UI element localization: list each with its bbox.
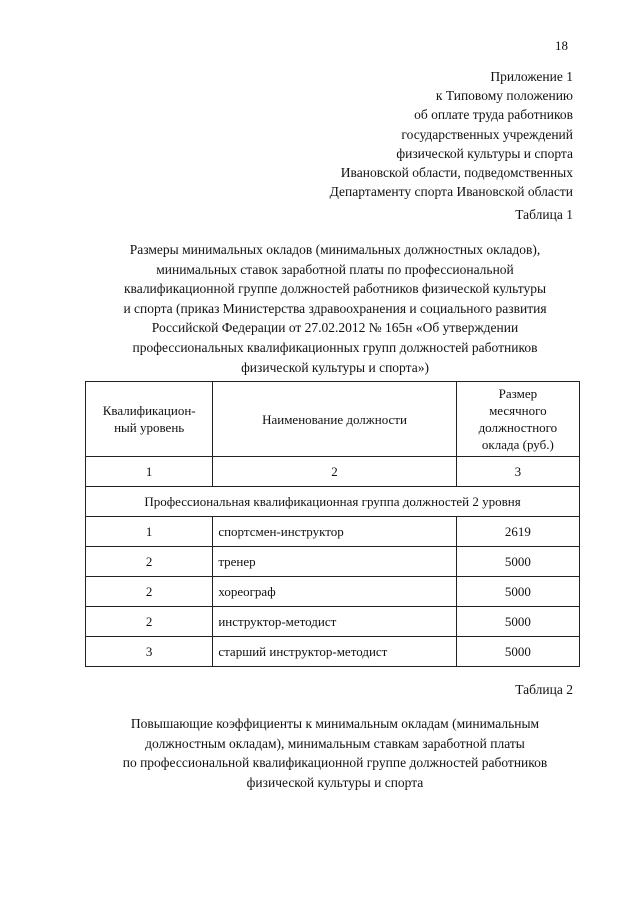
page-number: 18 — [555, 38, 568, 53]
title-line: квалификационной группе должностей работников физической культуры — [123, 281, 547, 297]
title-line: и спорта (приказ Министерства здравоохранения и социального развития — [123, 300, 547, 316]
table-row — [86, 517, 580, 547]
appendix-line: об оплате труда работников — [414, 107, 573, 123]
appendix-line: к Типовому положению — [435, 88, 573, 104]
table-row — [86, 637, 580, 667]
appendix-line: Ивановской области, подведомственных — [340, 165, 573, 181]
title-line: профессиональных квалификационных групп должностей работников — [132, 339, 538, 355]
level-cell: 3 — [86, 637, 213, 667]
header-line: должностного — [478, 420, 558, 435]
salary-cell: 5000 — [456, 577, 579, 607]
appendix-line: Приложение 1 — [490, 69, 573, 84]
header-line: оклада (руб.) — [481, 437, 554, 452]
level-cell: 2 — [86, 547, 213, 577]
position-cell: хореограф — [213, 577, 456, 607]
table-header-row — [86, 382, 580, 457]
salary-cell: 2619 — [456, 517, 579, 547]
title-line: по профессиональной квалификационной группе должностей работников — [122, 755, 548, 771]
header-line: месячного — [489, 403, 547, 418]
table1-label: Таблица 1 — [515, 207, 573, 222]
title-line: физической культуры и спорта — [246, 774, 424, 790]
column-number: 1 — [86, 457, 213, 487]
level-cell: 1 — [86, 517, 213, 547]
position-cell: тренер — [213, 547, 456, 577]
table1-title — [85, 240, 585, 377]
table-row — [86, 547, 580, 577]
appendix-line: физической культуры и спорта — [396, 145, 573, 161]
title-line: должностным окладам), минимальным ставкам заработной платы — [145, 735, 525, 751]
header-salary — [456, 382, 579, 457]
level-cell: 2 — [86, 577, 213, 607]
header-qualification-level — [86, 382, 213, 457]
header-position-name: Наименование должности — [213, 382, 456, 457]
level-cell: 2 — [86, 607, 213, 637]
column-numbers-row — [86, 457, 580, 487]
column-number: 3 — [456, 457, 579, 487]
group-title: Профессиональная квалификационная группа должностей 2 уровня — [86, 487, 580, 517]
position-cell: старший инструктор-методист — [213, 637, 456, 667]
table-row — [86, 607, 580, 637]
header-line: Размер — [498, 386, 538, 401]
table-row — [86, 577, 580, 607]
appendix-line: Департаменту спорта Ивановской области — [329, 184, 573, 200]
header-line: Квалификацион- — [102, 403, 196, 418]
column-number: 2 — [213, 457, 456, 487]
title-line: Размеры минимальных окладов (минимальных должностных окладов), — [129, 242, 541, 257]
title-line: минимальных ставок заработной платы по профессиональной — [156, 261, 514, 277]
title-line: физической культуры и спорта») — [241, 359, 429, 375]
appendix-line: государственных учреждений — [401, 126, 573, 142]
table2-label: Таблица 2 — [515, 682, 573, 697]
title-line: Повышающие коэффициенты к минимальным окладам (минимальным — [130, 716, 540, 731]
appendix-reference — [243, 67, 573, 201]
title-line: Российской Федерации от 27.02.2012 № 165н «Об утверждении — [151, 320, 519, 336]
header-line: ный уровень — [114, 420, 185, 435]
salary-cell: 5000 — [456, 547, 579, 577]
salary-cell: 5000 — [456, 637, 579, 667]
group-row — [86, 487, 580, 517]
salary-cell: 5000 — [456, 607, 579, 637]
salary-table — [85, 381, 580, 667]
position-cell: спортсмен-инструктор — [213, 517, 456, 547]
position-cell: инструктор-методист — [213, 607, 456, 637]
table2-title — [85, 714, 585, 792]
